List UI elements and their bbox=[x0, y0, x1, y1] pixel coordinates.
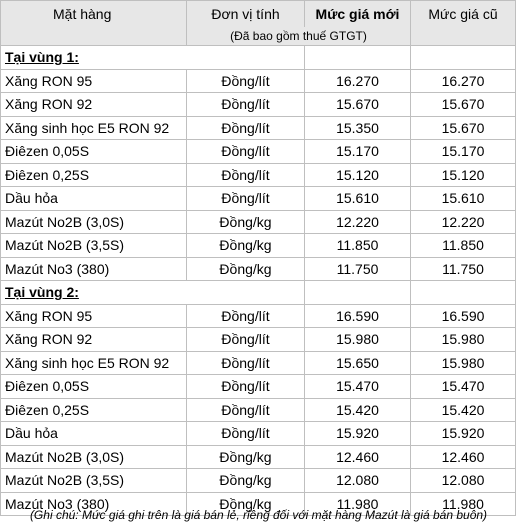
unit: Đồng/kg bbox=[187, 210, 305, 234]
product-name: Xăng RON 95 bbox=[1, 69, 187, 93]
region-header-row bbox=[1, 46, 516, 70]
unit: Đồng/kg bbox=[187, 445, 305, 469]
old-price: 15.980 bbox=[411, 328, 516, 352]
header-unit: Đơn vị tính bbox=[187, 1, 305, 28]
new-price: 15.470 bbox=[305, 375, 411, 399]
table-row bbox=[1, 422, 516, 446]
table-row bbox=[1, 304, 516, 328]
unit: Đồng/kg bbox=[187, 257, 305, 281]
new-price: 12.220 bbox=[305, 210, 411, 234]
unit: Đồng/lít bbox=[187, 422, 305, 446]
new-price: 15.650 bbox=[305, 351, 411, 375]
product-name: Điêzen 0,25S bbox=[1, 398, 187, 422]
product-name: Dầu hỏa bbox=[1, 187, 187, 211]
new-price: 15.170 bbox=[305, 140, 411, 164]
old-price: 15.420 bbox=[411, 398, 516, 422]
old-price: 11.850 bbox=[411, 234, 516, 258]
region-header-row bbox=[1, 281, 516, 305]
table-body bbox=[1, 46, 516, 516]
product-name: Xăng RON 95 bbox=[1, 304, 187, 328]
product-name: Xăng RON 92 bbox=[1, 328, 187, 352]
unit: Đồng/kg bbox=[187, 234, 305, 258]
header-old-price: Mức giá cũ bbox=[411, 1, 516, 28]
table-row bbox=[1, 163, 516, 187]
unit: Đồng/lít bbox=[187, 69, 305, 93]
product-name: Xăng sinh học E5 RON 92 bbox=[1, 116, 187, 140]
table-row bbox=[1, 116, 516, 140]
new-price: 16.270 bbox=[305, 69, 411, 93]
old-price: 16.270 bbox=[411, 69, 516, 93]
table-row bbox=[1, 328, 516, 352]
region-label: Tại vùng 1: bbox=[1, 46, 187, 70]
unit: Đồng/lít bbox=[187, 187, 305, 211]
table-row bbox=[1, 140, 516, 164]
new-price: 11.980 bbox=[305, 492, 411, 516]
product-name: Điêzen 0,05S bbox=[1, 140, 187, 164]
region-label: Tại vùng 2: bbox=[1, 281, 187, 305]
header-row bbox=[1, 1, 516, 28]
header-item: Mặt hàng bbox=[1, 1, 187, 28]
table-row bbox=[1, 398, 516, 422]
product-name: Mazút No2B (3,5S) bbox=[1, 234, 187, 258]
tax-note: (Đã bao gồm thuế GTGT) bbox=[187, 27, 411, 46]
new-price: 16.590 bbox=[305, 304, 411, 328]
new-price: 11.850 bbox=[305, 234, 411, 258]
unit: Đồng/kg bbox=[187, 469, 305, 493]
old-price: 12.220 bbox=[411, 210, 516, 234]
unit: Đồng/lít bbox=[187, 351, 305, 375]
old-price: 11.980 bbox=[411, 492, 516, 516]
product-name: Mazút No3 (380) bbox=[1, 492, 187, 516]
old-price: 15.670 bbox=[411, 93, 516, 117]
unit: Đồng/lít bbox=[187, 375, 305, 399]
old-price: 15.470 bbox=[411, 375, 516, 399]
product-name: Mazút No2B (3,0S) bbox=[1, 210, 187, 234]
new-price: 15.920 bbox=[305, 422, 411, 446]
table-row bbox=[1, 257, 516, 281]
unit: Đồng/lít bbox=[187, 140, 305, 164]
old-price: 15.980 bbox=[411, 351, 516, 375]
new-price: 15.120 bbox=[305, 163, 411, 187]
product-name: Xăng RON 92 bbox=[1, 93, 187, 117]
table-row bbox=[1, 469, 516, 493]
table-row bbox=[1, 375, 516, 399]
old-price: 15.920 bbox=[411, 422, 516, 446]
header-subrow bbox=[1, 27, 516, 46]
table-row bbox=[1, 187, 516, 211]
new-price: 12.460 bbox=[305, 445, 411, 469]
new-price: 15.980 bbox=[305, 328, 411, 352]
old-price: 16.590 bbox=[411, 304, 516, 328]
table-row bbox=[1, 234, 516, 258]
product-name: Mazút No3 (380) bbox=[1, 257, 187, 281]
product-name: Mazút No2B (3,0S) bbox=[1, 445, 187, 469]
old-price: 12.080 bbox=[411, 469, 516, 493]
old-price: 15.170 bbox=[411, 140, 516, 164]
unit: Đồng/lít bbox=[187, 304, 305, 328]
old-price: 11.750 bbox=[411, 257, 516, 281]
product-name: Điêzen 0,05S bbox=[1, 375, 187, 399]
new-price: 11.750 bbox=[305, 257, 411, 281]
old-price: 15.120 bbox=[411, 163, 516, 187]
product-name: Xăng sinh học E5 RON 92 bbox=[1, 351, 187, 375]
unit: Đồng/kg bbox=[187, 492, 305, 516]
new-price: 15.610 bbox=[305, 187, 411, 211]
unit: Đồng/lít bbox=[187, 116, 305, 140]
unit: Đồng/lít bbox=[187, 398, 305, 422]
unit: Đồng/lít bbox=[187, 163, 305, 187]
old-price: 15.670 bbox=[411, 116, 516, 140]
table-row bbox=[1, 210, 516, 234]
new-price: 12.080 bbox=[305, 469, 411, 493]
table-row bbox=[1, 445, 516, 469]
unit: Đồng/lít bbox=[187, 328, 305, 352]
table-row bbox=[1, 351, 516, 375]
new-price: 15.420 bbox=[305, 398, 411, 422]
table-row bbox=[1, 93, 516, 117]
product-name: Mazút No2B (3,5S) bbox=[1, 469, 187, 493]
header-new-price: Mức giá mới bbox=[305, 1, 411, 28]
old-price: 12.460 bbox=[411, 445, 516, 469]
product-name: Dầu hỏa bbox=[1, 422, 187, 446]
new-price: 15.670 bbox=[305, 93, 411, 117]
table-row bbox=[1, 69, 516, 93]
new-price: 15.350 bbox=[305, 116, 411, 140]
product-name: Điêzen 0,25S bbox=[1, 163, 187, 187]
unit: Đồng/lít bbox=[187, 93, 305, 117]
old-price: 15.610 bbox=[411, 187, 516, 211]
footnote: (Ghi chú: Mức giá ghi trên là giá bán lẻ, riêng đối với mặt hàng Mazút là giá bán buôn) bbox=[29, 508, 488, 522]
